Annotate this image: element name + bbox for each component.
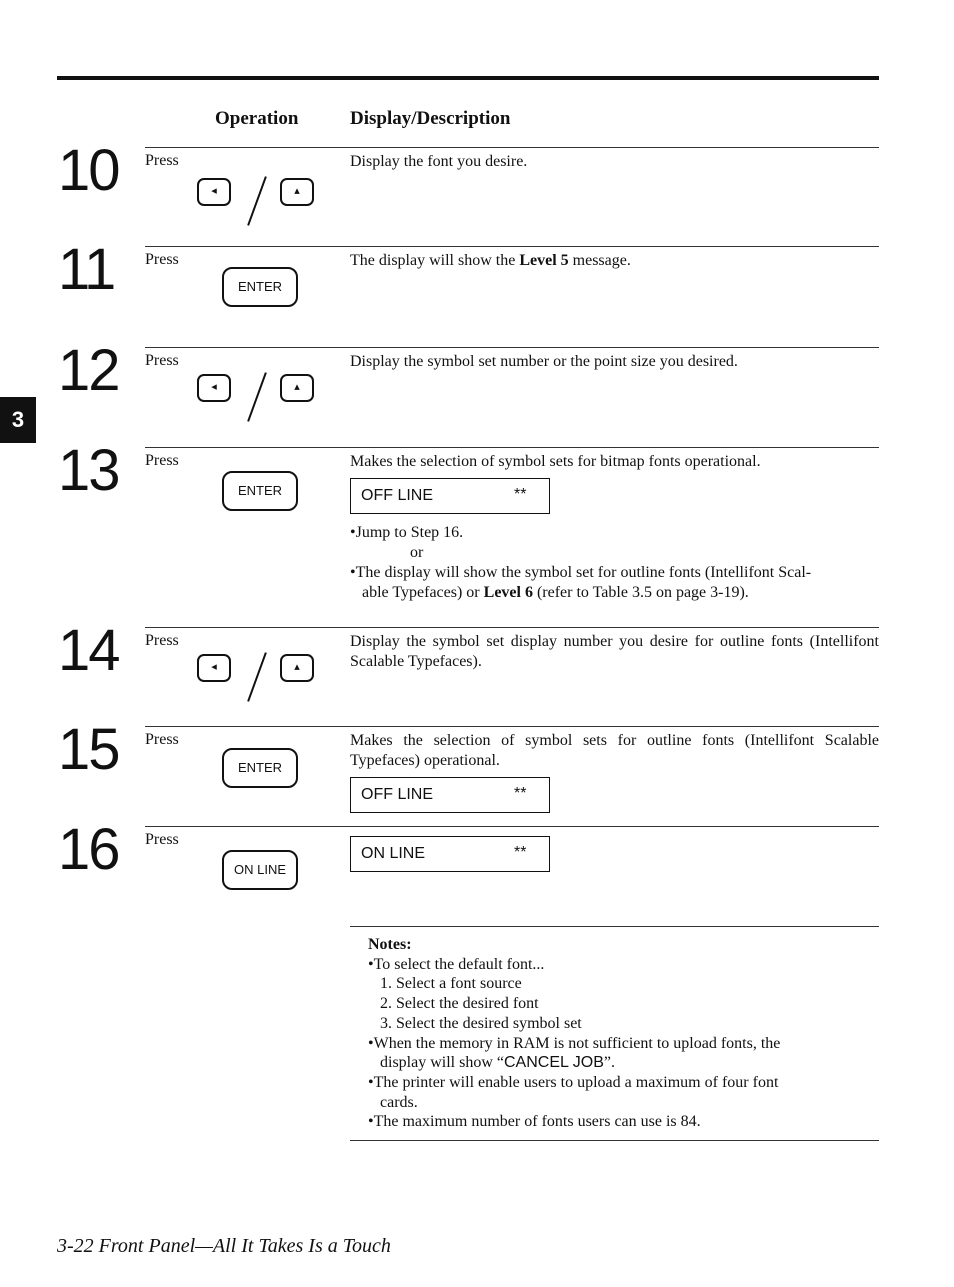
step-description: Display the symbol set number or the point size you desired.	[350, 353, 738, 370]
enter-key-label: ENTER	[237, 483, 283, 498]
enter-key[interactable]	[222, 471, 298, 511]
bullet-jump: •Jump to Step 16.	[350, 524, 464, 541]
lcd-text: OFF LINE	[361, 487, 434, 504]
slash-divider	[247, 372, 267, 422]
step-number: 13	[58, 438, 119, 503]
note-code: CANCEL JOB	[504, 1054, 604, 1072]
step-rule	[145, 826, 879, 827]
slash-divider	[247, 652, 267, 702]
note-line: •The printer will enable users to upload a maximum of four font	[368, 1073, 779, 1091]
desc-bold: Level 5	[519, 252, 569, 269]
bullet-outline: •The display will show the symbol set for outline fonts (Intellifont Scal-	[350, 564, 812, 581]
note-line: •To select the default font...	[368, 955, 545, 973]
lcd-display	[350, 777, 550, 813]
note-line: 2. Select the desired font	[380, 995, 539, 1013]
online-key-label: ON LINE	[233, 862, 286, 877]
up-arrow-key[interactable]	[280, 654, 314, 682]
page-footer: 3-22 Front Panel—All It Takes Is a Touch	[57, 1235, 391, 1257]
step-rule	[145, 147, 879, 148]
lcd-stars: **	[514, 785, 527, 802]
step-rule	[145, 627, 879, 628]
desc-text: message.	[568, 252, 631, 269]
enter-key-label: ENTER	[237, 279, 283, 294]
display-description-header: Display/Description	[350, 108, 511, 129]
up-arrow-key[interactable]	[280, 178, 314, 206]
lcd-stars: **	[514, 486, 527, 503]
bullet-text: (refer to Table 3.5 on page 3-19).	[532, 584, 749, 601]
left-arrow-icon: ◂	[211, 660, 217, 673]
operation-header: Operation	[215, 108, 299, 129]
left-arrow-icon: ◂	[211, 184, 217, 197]
up-arrow-icon: ▴	[294, 184, 300, 197]
notes-box	[350, 926, 879, 1141]
enter-key[interactable]	[222, 748, 298, 788]
bullet-text: able Typefaces) or	[362, 584, 484, 601]
left-arrow-key[interactable]	[197, 654, 231, 682]
up-arrow-icon: ▴	[294, 380, 300, 393]
up-arrow-icon: ▴	[294, 660, 300, 673]
or-text: or	[410, 544, 424, 561]
left-arrow-icon: ◂	[211, 380, 217, 393]
step-number: 11	[58, 237, 115, 302]
note-text: display will show “	[380, 1054, 504, 1072]
note-line: 1. Select a font source	[380, 975, 522, 993]
bullet-bold: Level 6	[483, 584, 533, 601]
note-line	[368, 1053, 879, 1073]
press-label: Press	[145, 452, 179, 469]
enter-key[interactable]	[222, 267, 298, 307]
note-line: cards.	[380, 1093, 418, 1111]
note-line: •When the memory in RAM is not sufficient to upload fonts, the	[368, 1034, 781, 1052]
step-description: Makes the selection of symbol sets for bitmap fonts operational.	[350, 453, 761, 470]
note-line: 3. Select the desired symbol set	[380, 1014, 582, 1032]
press-label: Press	[145, 731, 179, 748]
section-tab: 3	[0, 397, 36, 443]
step-number: 14	[58, 618, 119, 683]
step-rule	[145, 447, 879, 448]
step-description: Display the symbol set display number you desire for outline fonts (Intellifont Scalable Typefaces).	[350, 633, 879, 670]
press-label: Press	[145, 251, 179, 268]
lcd-text: OFF LINE	[361, 786, 434, 803]
step-rule	[145, 726, 879, 727]
online-key[interactable]	[222, 850, 298, 890]
step-rule	[145, 347, 879, 348]
top-rule	[57, 76, 879, 80]
note-line: •The maximum number of fonts users can use is 84.	[368, 1113, 701, 1131]
notes-title: Notes:	[368, 936, 412, 953]
step-number: 16	[58, 817, 119, 882]
step-rule	[145, 246, 879, 247]
left-arrow-key[interactable]	[197, 374, 231, 402]
lcd-display	[350, 836, 550, 872]
step-description: Makes the selection of symbol sets for outline fonts (Intellifont Scalable Typefaces) operational.	[350, 732, 879, 769]
notes-bottom-rule	[350, 1140, 879, 1141]
lcd-display	[350, 478, 550, 514]
lcd-text: ON LINE	[361, 845, 426, 862]
step-number: 15	[58, 717, 119, 782]
step-bullets	[350, 523, 879, 603]
step-description	[350, 251, 879, 271]
desc-text: The display will show the	[350, 252, 520, 269]
slash-divider	[247, 176, 267, 226]
press-label: Press	[145, 352, 179, 369]
press-label: Press	[145, 152, 179, 169]
left-arrow-key[interactable]	[197, 178, 231, 206]
note-text: ”.	[603, 1054, 615, 1072]
step-number: 10	[58, 138, 119, 203]
press-label: Press	[145, 831, 179, 848]
lcd-stars: **	[514, 844, 527, 861]
enter-key-label: ENTER	[237, 760, 283, 775]
press-label: Press	[145, 632, 179, 649]
step-description: Display the font you desire.	[350, 153, 528, 170]
up-arrow-key[interactable]	[280, 374, 314, 402]
bullet-outline-cont	[350, 583, 879, 603]
step-number: 12	[58, 338, 119, 403]
